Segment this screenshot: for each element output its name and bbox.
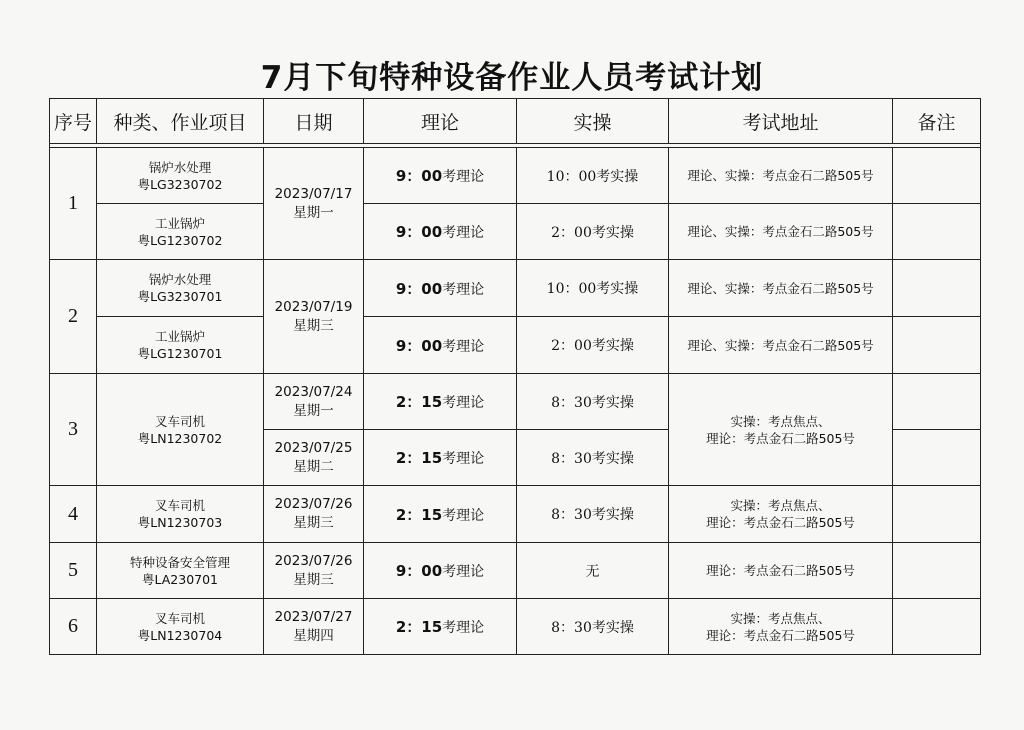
row-seq: 6	[50, 599, 97, 655]
row-seq: 5	[50, 543, 97, 599]
row-category: 叉车司机 粤LN1230702	[97, 374, 264, 486]
table-row	[50, 543, 981, 599]
row-practice: 8：30考实操	[517, 599, 669, 655]
header-remark: 备注	[893, 99, 981, 144]
row-remark	[893, 486, 981, 543]
row-address: 理论、实操：考点金石二路505号	[669, 204, 893, 260]
row-seq: 4	[50, 486, 97, 543]
row-remark	[893, 374, 981, 430]
row-theory: 9：00考理论	[364, 204, 517, 260]
row-date: 2023/07/17 星期一	[264, 148, 364, 260]
table-row	[50, 260, 981, 317]
row-theory: 2：15考理论	[364, 430, 517, 486]
header-theory: 理论	[364, 99, 517, 144]
page-title: 7月下旬特种设备作业人员考试计划	[260, 60, 764, 96]
row-category: 锅炉水处理 粤LG3230702	[97, 148, 264, 204]
row-practice: 无	[517, 543, 669, 599]
row-theory: 9：00考理论	[364, 543, 517, 599]
row-theory: 2：15考理论	[364, 486, 517, 543]
row-date: 2023/07/19 星期三	[264, 260, 364, 374]
row-address: 实操：考点焦点、 理论：考点金石二路505号	[669, 486, 893, 543]
header-address: 考试地址	[669, 99, 893, 144]
table-row	[50, 599, 981, 655]
row-date: 2023/07/24 星期一	[264, 374, 364, 430]
table-row	[50, 486, 981, 543]
row-remark	[893, 204, 981, 260]
row-remark	[893, 430, 981, 486]
header-seq: 序号	[50, 99, 97, 144]
row-remark	[893, 317, 981, 374]
row-address: 理论、实操：考点金石二路505号	[669, 148, 893, 204]
row-address: 实操：考点焦点、 理论：考点金石二路505号	[669, 374, 893, 486]
table-row	[50, 317, 981, 374]
row-date: 2023/07/27 星期四	[264, 599, 364, 655]
row-remark	[893, 543, 981, 599]
row-category: 工业锅炉 粤LG1230701	[97, 317, 264, 374]
row-address: 理论、实操：考点金石二路505号	[669, 260, 893, 317]
row-practice: 10：00考实操	[517, 148, 669, 204]
row-category: 叉车司机 粤LN1230703	[97, 486, 264, 543]
row-address: 理论：考点金石二路505号	[669, 543, 893, 599]
header-category: 种类、作业项目	[97, 99, 264, 144]
header-date: 日期	[264, 99, 364, 144]
row-date: 2023/07/26 星期三	[264, 486, 364, 543]
row-seq: 1	[50, 148, 97, 260]
row-address: 实操：考点焦点、 理论：考点金石二路505号	[669, 599, 893, 655]
table-row	[50, 148, 981, 204]
row-practice: 8：30考实操	[517, 486, 669, 543]
row-remark	[893, 599, 981, 655]
row-date: 2023/07/25 星期二	[264, 430, 364, 486]
row-theory: 9：00考理论	[364, 148, 517, 204]
row-practice: 8：30考实操	[517, 374, 669, 430]
row-category: 特种设备安全管理 粤LA230701	[97, 543, 264, 599]
row-practice: 8：30考实操	[517, 430, 669, 486]
row-practice: 2：00考实操	[517, 317, 669, 374]
row-address: 理论、实操：考点金石二路505号	[669, 317, 893, 374]
table-header-row	[50, 99, 981, 144]
row-practice: 10：00考实操	[517, 260, 669, 317]
table-row	[50, 204, 981, 260]
table-row	[50, 374, 981, 430]
row-seq: 3	[50, 374, 97, 486]
row-category: 工业锅炉 粤LG1230702	[97, 204, 264, 260]
row-seq: 2	[50, 260, 97, 374]
row-date: 2023/07/26 星期三	[264, 543, 364, 599]
row-theory: 9：00考理论	[364, 260, 517, 317]
header-practice: 实操	[517, 99, 669, 144]
row-theory: 2：15考理论	[364, 374, 517, 430]
row-practice: 2：00考实操	[517, 204, 669, 260]
row-remark	[893, 148, 981, 204]
row-category: 锅炉水处理 粤LG3230701	[97, 260, 264, 317]
row-theory: 2：15考理论	[364, 599, 517, 655]
row-remark	[893, 260, 981, 317]
exam-schedule-table	[49, 98, 981, 655]
row-theory: 9：00考理论	[364, 317, 517, 374]
row-category: 叉车司机 粤LN1230704	[97, 599, 264, 655]
